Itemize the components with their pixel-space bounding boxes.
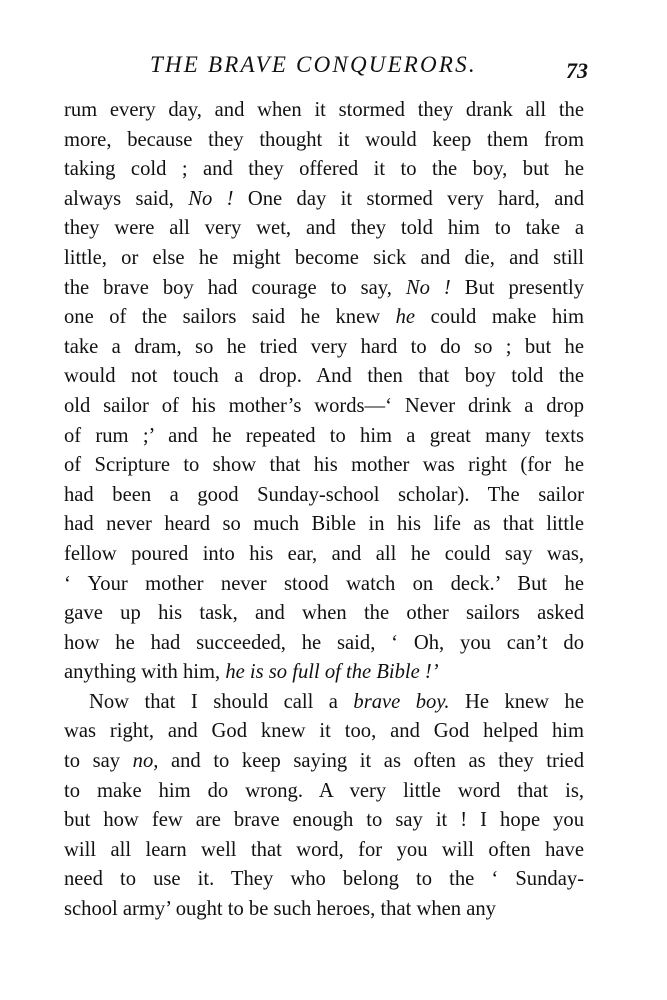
italic-text-run: No ! — [405, 276, 451, 299]
text-run: had never heard so much Bible in his life as that little — [64, 513, 584, 536]
text-line — [64, 481, 584, 511]
text-run: how he had succeeded, he said, ‘ Oh, you can’t do — [64, 631, 584, 654]
text-run: always said, — [64, 187, 189, 210]
text-run: school army’ ought to be such heroes, that when any — [64, 898, 496, 921]
text-line — [64, 214, 584, 244]
text-run: One day it stormed very hard, and — [233, 187, 584, 210]
text-run: But presently — [450, 276, 584, 299]
text-run: will all learn well that word, for you will often have — [64, 838, 584, 861]
text-line — [64, 333, 584, 363]
text-line — [64, 717, 584, 747]
italic-text-run: no, — [132, 750, 159, 773]
text-line — [64, 599, 584, 629]
text-run: could make him — [415, 306, 584, 329]
text-run: of Scripture to show that his mother was right (for he — [64, 454, 584, 477]
text-run: old sailor of his mother’s words—‘ Never drink a drop — [64, 394, 584, 417]
text-line — [64, 422, 584, 452]
text-run: but how few are brave enough to say it ! I hope you — [64, 809, 584, 832]
text-line — [64, 362, 584, 392]
page-header — [64, 52, 588, 83]
text-run: He knew he — [449, 690, 584, 713]
text-line — [64, 747, 584, 777]
page-number: 73 — [566, 58, 588, 83]
text-run: the brave boy had courage to say, — [64, 276, 406, 299]
text-run: Now that I should call a — [89, 690, 354, 713]
text-run: to say — [64, 750, 133, 773]
text-run: taking cold ; and they offered it to the boy, but he — [64, 158, 584, 181]
text-line — [64, 510, 584, 540]
text-run: was right, and God knew it too, and God helped him — [64, 720, 584, 743]
text-run: and to keep saying it as often as they tried — [158, 750, 584, 773]
text-run: gave up his task, and when the other sailors asked — [64, 602, 584, 625]
text-line — [64, 836, 584, 866]
text-run: they were all very wet, and they told him to take a — [64, 217, 584, 240]
text-run: ‘ Your mother never stood watch on deck.’ But he — [64, 572, 584, 595]
text-line — [64, 806, 584, 836]
text-line — [64, 570, 584, 600]
text-run: to make him do wrong. A very little word that is, — [64, 779, 584, 802]
text-line — [64, 96, 584, 126]
text-run: fellow poured into his ear, and all he could say was, — [64, 542, 584, 565]
text-run: anything with him, — [64, 661, 226, 684]
text-run: more, because they thought it would keep them from — [64, 128, 584, 151]
text-line — [64, 658, 584, 688]
text-line — [64, 777, 584, 807]
text-line — [64, 244, 584, 274]
text-run: rum every day, and when it stormed they drank all the — [64, 99, 584, 121]
italic-text-run: he — [395, 306, 416, 329]
text-run: take a dram, so he tried very hard to do so ; but he — [64, 335, 584, 358]
text-run: need to use it. They who belong to the ‘ Sunday- — [64, 868, 584, 891]
text-line — [64, 126, 584, 156]
running-title: THE BRAVE CONQUERORS. — [150, 52, 477, 77]
text-run: had been a good Sunday-school scholar). The sailor — [64, 483, 584, 506]
text-run: one of the sailors said he knew — [64, 306, 396, 329]
italic-text-run: he is so full of the Bible !’ — [225, 661, 439, 684]
text-line — [64, 895, 584, 925]
text-line — [64, 540, 584, 570]
text-line — [64, 688, 584, 718]
text-line — [64, 629, 584, 659]
text-run: would not touch a drop. And then that boy told the — [64, 365, 584, 388]
text-line — [64, 274, 584, 304]
text-line — [64, 865, 584, 895]
text-line — [64, 303, 584, 333]
text-line — [64, 392, 584, 422]
text-line — [64, 155, 584, 185]
text-run: little, or else he might become sick and die, and still — [64, 246, 584, 269]
body-text — [64, 96, 584, 925]
text-line — [64, 185, 584, 215]
italic-text-run: brave boy. — [353, 690, 450, 713]
text-run: of rum ;’ and he repeated to him a great many texts — [64, 424, 584, 447]
text-line — [64, 451, 584, 481]
italic-text-run: No ! — [188, 187, 234, 210]
